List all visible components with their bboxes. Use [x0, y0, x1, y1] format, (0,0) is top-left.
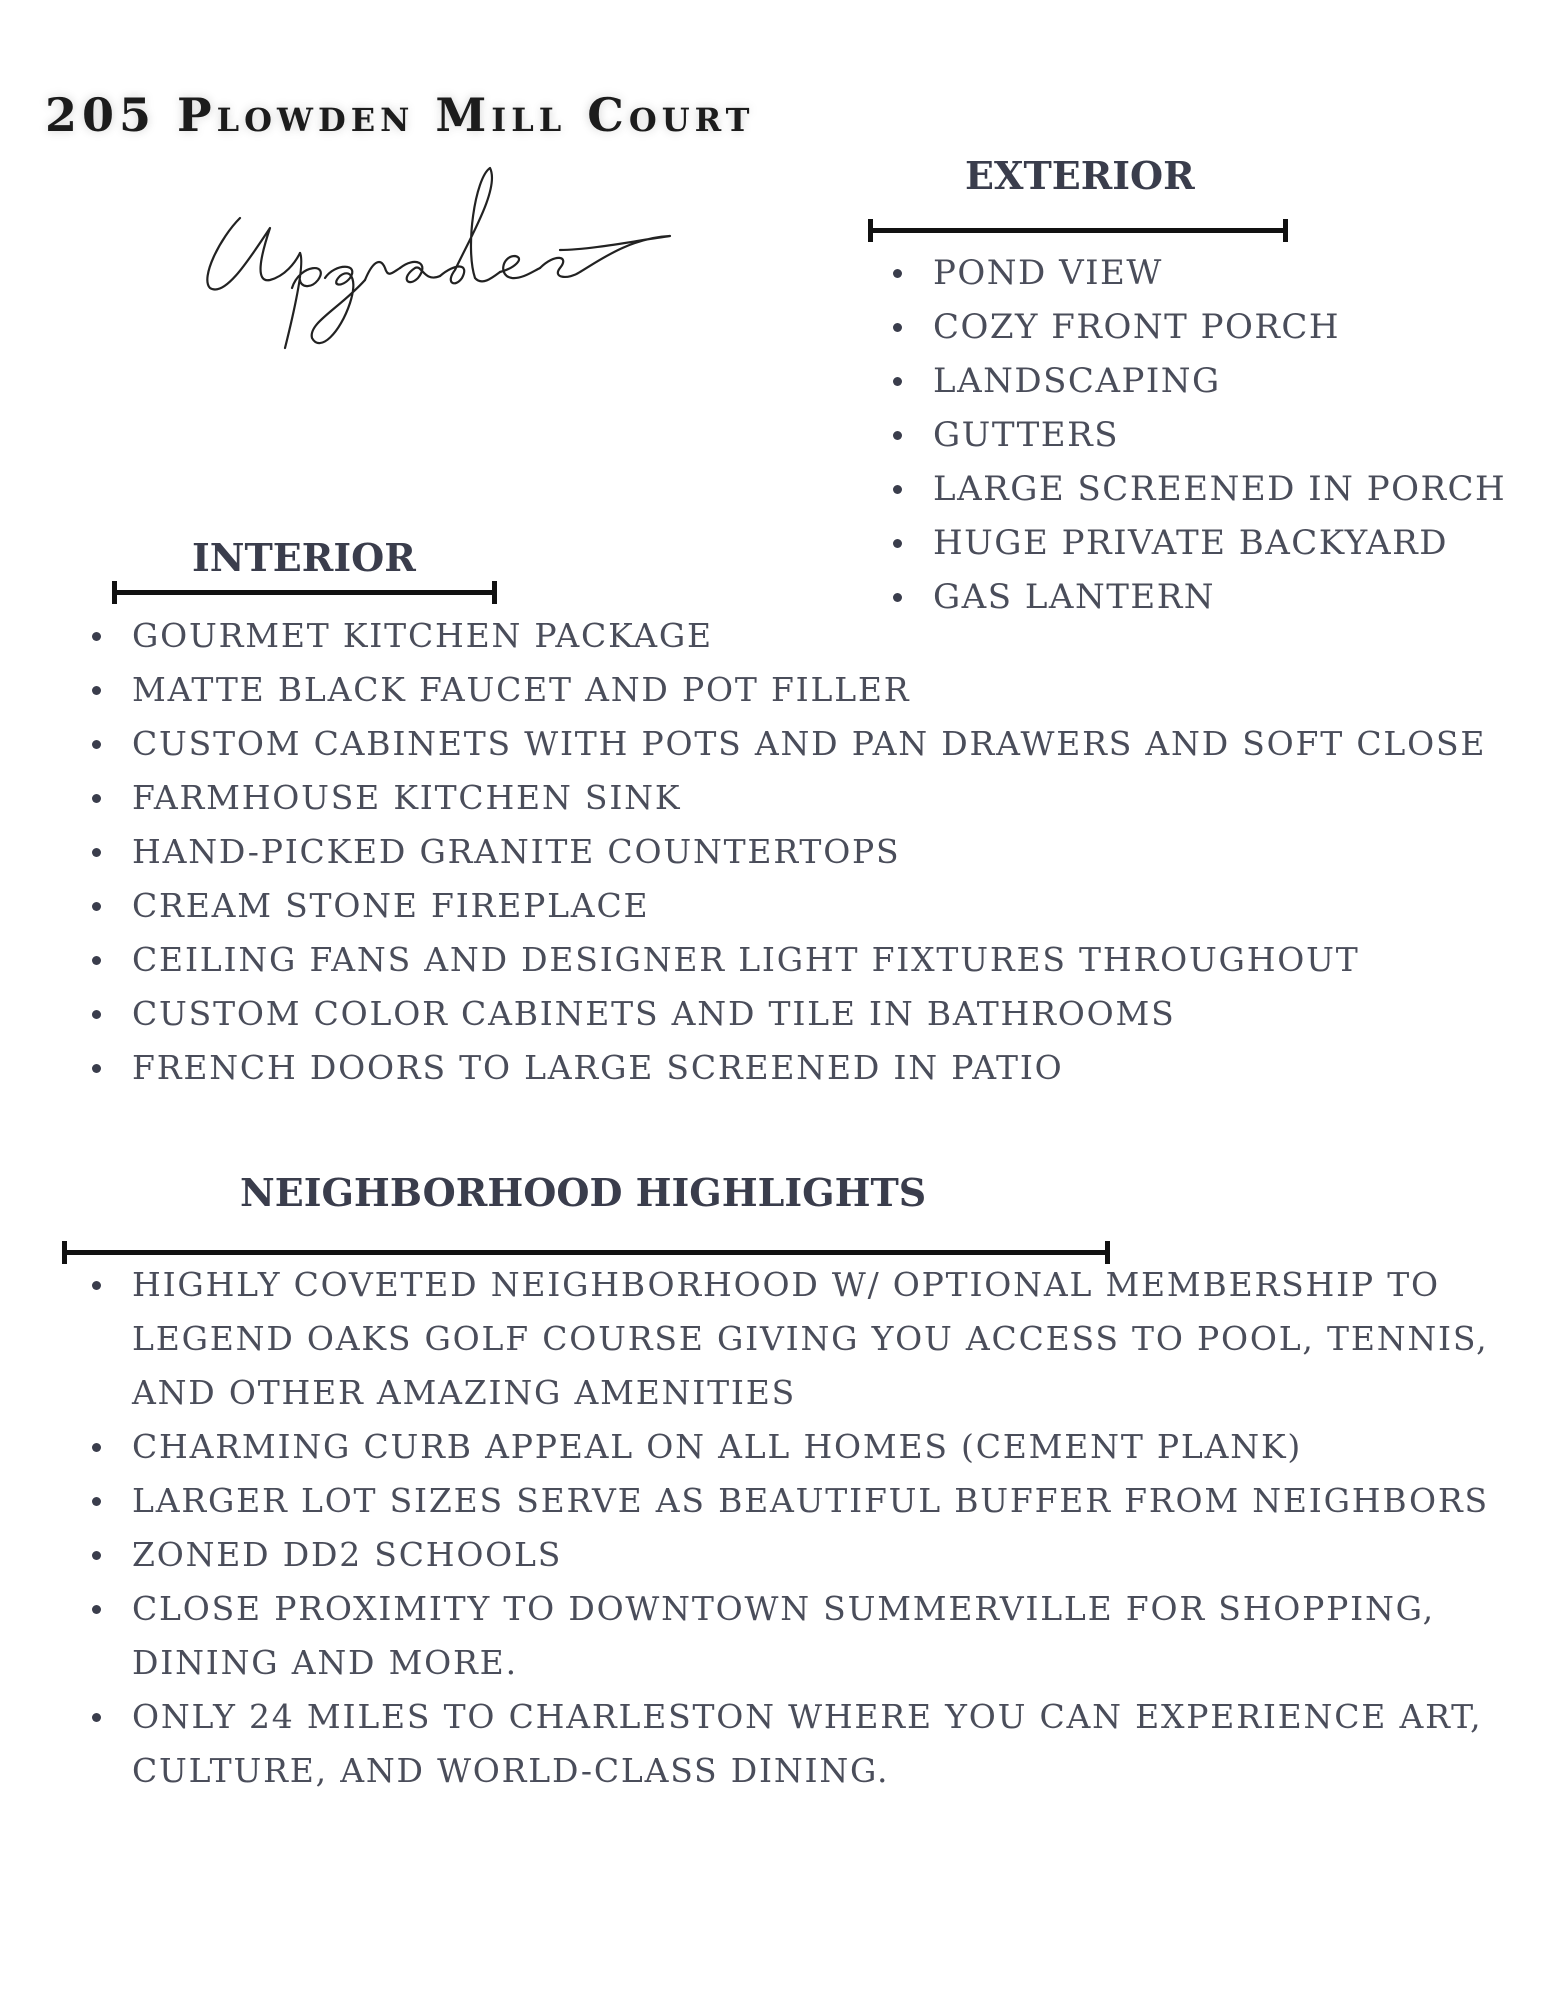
list-item: CLOSE PROXIMITY TO DOWNTOWN SUMMERVILLE FOR SHOPPING, DINING AND MORE. — [92, 1582, 1502, 1690]
page-title: 205 Plowden Mill Court — [45, 88, 755, 142]
list-item: CUSTOM COLOR CABINETS AND TILE IN BATHROOMS — [92, 987, 1532, 1041]
list-item: ZONED DD2 SCHOOLS — [92, 1528, 1502, 1582]
interior-heading: INTERIOR — [192, 535, 416, 580]
list-item: LARGER LOT SIZES SERVE AS BEAUTIFUL BUFFER FROM NEIGHBORS — [92, 1474, 1502, 1528]
list-item: COZY FRONT PORCH — [893, 300, 1533, 354]
list-item: POND VIEW — [893, 246, 1533, 300]
list-item: GAS LANTERN — [893, 570, 1533, 624]
list-item: CEILING FANS AND DESIGNER LIGHT FIXTURES THROUGHOUT — [92, 933, 1532, 987]
list-item: ONLY 24 MILES TO CHARLESTON WHERE YOU CAN EXPERIENCE ART, CULTURE, AND WORLD-CLASS DINING. — [92, 1690, 1502, 1798]
list-item: HAND-PICKED GRANITE COUNTERTOPS — [92, 825, 1532, 879]
list-item: LARGE SCREENED IN PORCH — [893, 462, 1533, 516]
list-item: CUSTOM CABINETS WITH POTS AND PAN DRAWERS AND SOFT CLOSE — [92, 717, 1532, 771]
exterior-heading: EXTERIOR — [965, 153, 1195, 198]
list-item: GOURMET KITCHEN PACKAGE — [92, 609, 1532, 663]
exterior-divider — [868, 228, 1288, 233]
list-item: HUGE PRIVATE BACKYARD — [893, 516, 1533, 570]
interior-divider — [112, 590, 497, 595]
neighborhood-list — [92, 1258, 1502, 1798]
list-item: HIGHLY COVETED NEIGHBORHOOD W/ OPTIONAL MEMBERSHIP TO LEGEND OAKS GOLF COURSE GIVING YOU ACCESS TO POOL, TENNIS, AND OTHER AMAZING AMENITIES — [92, 1258, 1502, 1420]
neighborhood-heading: NEIGHBORHOOD HIGHLIGHTS — [240, 1170, 927, 1215]
exterior-list — [893, 246, 1533, 624]
neighborhood-divider — [62, 1250, 1110, 1255]
list-item: CHARMING CURB APPEAL ON ALL HOMES (CEMENT PLANK) — [92, 1420, 1502, 1474]
list-item: FARMHOUSE KITCHEN SINK — [92, 771, 1532, 825]
list-item: GUTTERS — [893, 408, 1533, 462]
list-item: FRENCH DOORS TO LARGE SCREENED IN PATIO — [92, 1041, 1532, 1095]
upgrades-script-svg — [200, 168, 680, 358]
list-item: MATTE BLACK FAUCET AND POT FILLER — [92, 663, 1532, 717]
interior-list — [92, 609, 1532, 1095]
list-item: LANDSCAPING — [893, 354, 1533, 408]
list-item: CREAM STONE FIREPLACE — [92, 879, 1532, 933]
upgrades-script-heading — [200, 168, 680, 358]
